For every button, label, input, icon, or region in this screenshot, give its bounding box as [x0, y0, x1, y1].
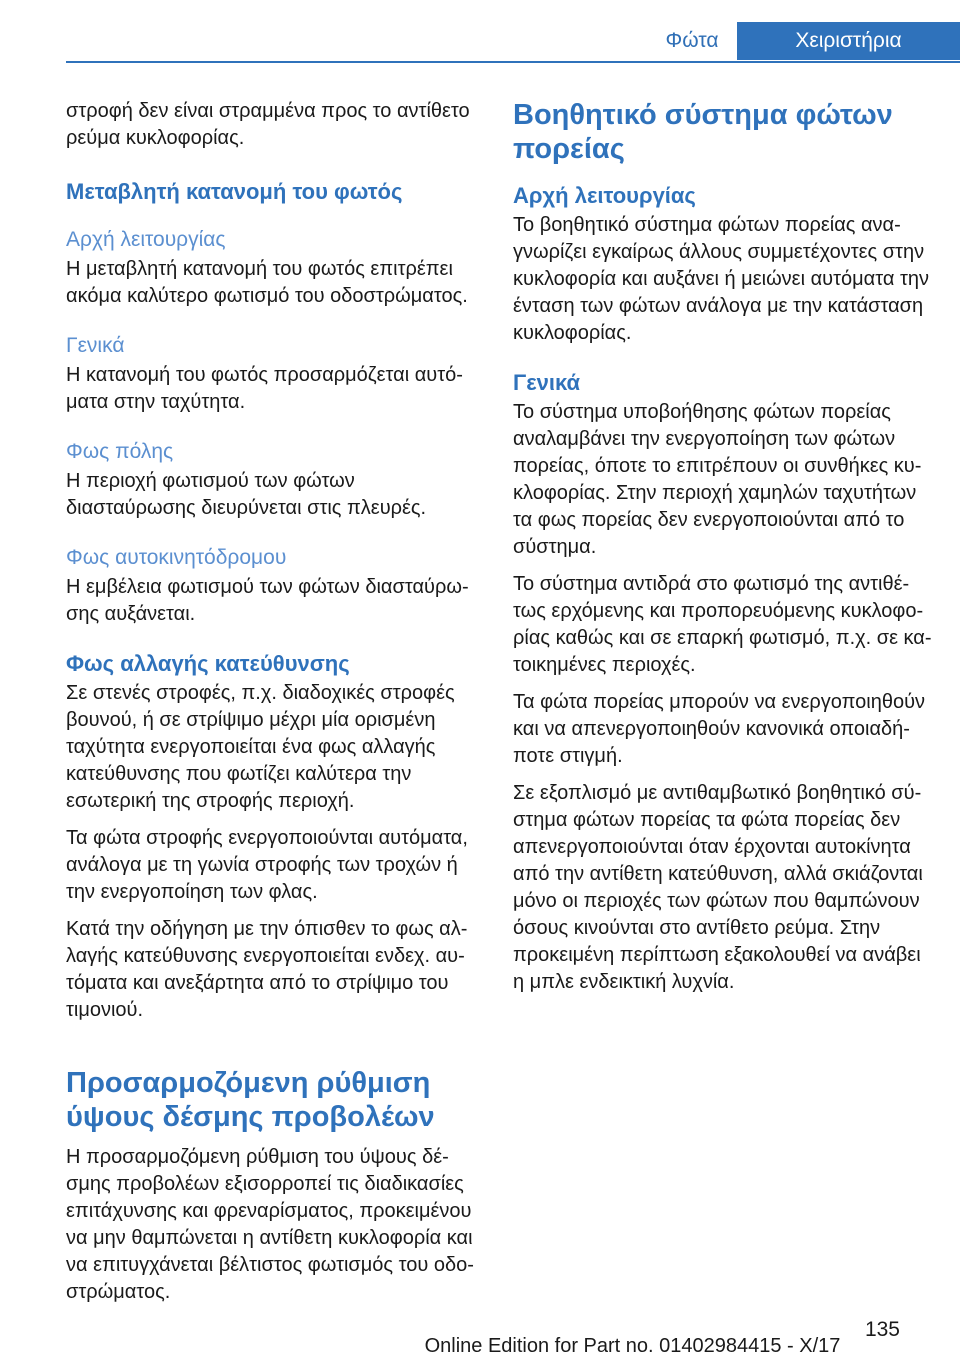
- motorway-light-text: Η εμβέλεια φωτισμού των φώτων διασταύρωσης αυξάνεται.: [66, 576, 469, 625]
- header-rule: [66, 61, 960, 63]
- general-paragraph-1: Το σύστημα υποβοήθησης φώτων πορείας αναλαμβάνει την ενεργοποίηση των φώτων πορείας, όποτε το επιτρέπουν οι συνθήκες κυκλοφορίας. Στην περιοχή χαμηλών ταχυτήτων τα φως πορείας δεν ενεργοποιούνται από το σύστημα.: [513, 401, 922, 558]
- principle-heading: Αρχή λειτουργίας: [513, 183, 696, 208]
- section-title-variable-light: Μεταβλητή κατανομή του φωτός: [66, 179, 403, 204]
- headlight-range-text: Η προσαρμοζόμενη ρύθμιση του ύψους δέσμης προβολέων εξισορροπεί τις διαδικασίες επιτάχυνσης και φρεναρίσματος, προκειμένου να μην θαμπώνεται η αντίθετη κυκλοφορία και να επιτυγχάνεται βέλτιστος φωτισμός του οδοστρώματος.: [66, 1146, 474, 1303]
- general-paragraph-3: Τα φώτα πορείας μπορούν να ενεργοποιηθούν και να απενεργοποιηθούν κανονικά οποιαδήποτε στιγμή.: [513, 691, 926, 767]
- city-light-text: Η περιοχή φωτισμού των φώτων διασταύρωσης διευρύνεται στις πλευρές.: [66, 470, 427, 519]
- general-heading: Γενικά: [66, 334, 125, 357]
- turning-light-paragraph-3: Κατά την οδήγηση με την όπισθεν το φως αλλαγής κατεύθυνσης ενεργοποιείται ενδεχ. αυτόματα και ανεξάρτητα από το στρίψιμο του τιμονιού.: [66, 918, 468, 1021]
- general-paragraph-4: Σε εξοπλισμό με αντιθαμβωτικό βοηθητικό σύστημα φώτων πορείας τα φώτα πορείας δεν απενεργοποιούνται όταν έρχονται αυτοκίνητα από την αντίθετη κατεύθυνση, αλλά σκιάζονται μόνο οι περιοχές των φώτων που θαμπώνουν όσους κινούνται στο αντίθετο ρεύμα. Στην προκειμένη περίπτωση εξακολουθεί να ανάβει η μπλε ενδεικτική λυχνία.: [513, 782, 923, 993]
- section-title-headlight-range: Προσαρμοζόμενη ρύθμιση ύψους δέσμης προβολέων: [66, 1067, 435, 1133]
- left-column: [66, 98, 486, 1316]
- page-number: 135: [864, 1318, 900, 1341]
- principle-heading: Αρχή λειτουργίας: [66, 228, 226, 251]
- tab-lights[interactable]: Φώτα: [665, 29, 719, 52]
- turning-light-paragraph-1: Σε στενές στροφές, π.χ. διαδοχικές στροφές βουνού, ή σε στρίψιμο μέχρι μία ορισμένη ταχύτητα ενεργοποιείται ένα φως αλλαγής κατεύθυνσης που φωτίζει καλύτερα την εσωτερική της στροφής περιοχή.: [66, 682, 455, 812]
- principle-text: Το βοηθητικό σύστημα φώτων πορείας αναγνωρίζει εγκαίρως άλλους συμμετέχοντες στην κυκλοφορία και αυξάνει ή μειώνει αυτόματα την ένταση των φώτων ανάλογα με την κατάσταση κυκλοφορίας.: [513, 214, 929, 344]
- edition-footer: Online Edition for Part no. 01402984415 - X/17: [424, 1335, 841, 1357]
- general-paragraph-2: Το σύστημα αντιδρά στο φωτισμό της αντιθέτως ερχόμενης και προπορευόμενης κυκλοφορίας καθώς και σε επαρκή φωτισμό, π.χ. σε κατοικημένες περιοχές.: [513, 573, 932, 676]
- general-heading: Γενικά: [513, 370, 581, 395]
- right-column: [513, 98, 933, 1006]
- motorway-light-heading: Φως αυτοκινητόδρομου: [66, 546, 287, 569]
- tab-controls[interactable]: Χειριστήρια: [737, 22, 960, 60]
- section-title-high-beam-assistant: Βοηθητικό σύστημα φώτων πορείας: [513, 99, 893, 165]
- turning-light-heading: Φως αλλαγής κατεύθυνσης: [66, 651, 350, 676]
- general-text: Η κατανομή του φωτός προσαρμόζεται αυτόματα στην ταχύτητα.: [66, 364, 463, 413]
- city-light-heading: Φως πόλης: [66, 440, 174, 463]
- turning-light-paragraph-2: Τα φώτα στροφής ενεργοποιούνται αυτόματα, ανάλογα με τη γωνία στροφής των τροχών ή την ενεργοποίηση των φλας.: [66, 827, 468, 903]
- principle-text: Η μεταβλητή κατανομή του φωτός επιτρέπει ακόμα καλύτερο φωτισμό του οδοστρώματος.: [66, 258, 468, 307]
- intro-paragraph: στροφή δεν είναι στραμμένα προς το αντίθετο ρεύμα κυκλοφορίας.: [66, 100, 470, 149]
